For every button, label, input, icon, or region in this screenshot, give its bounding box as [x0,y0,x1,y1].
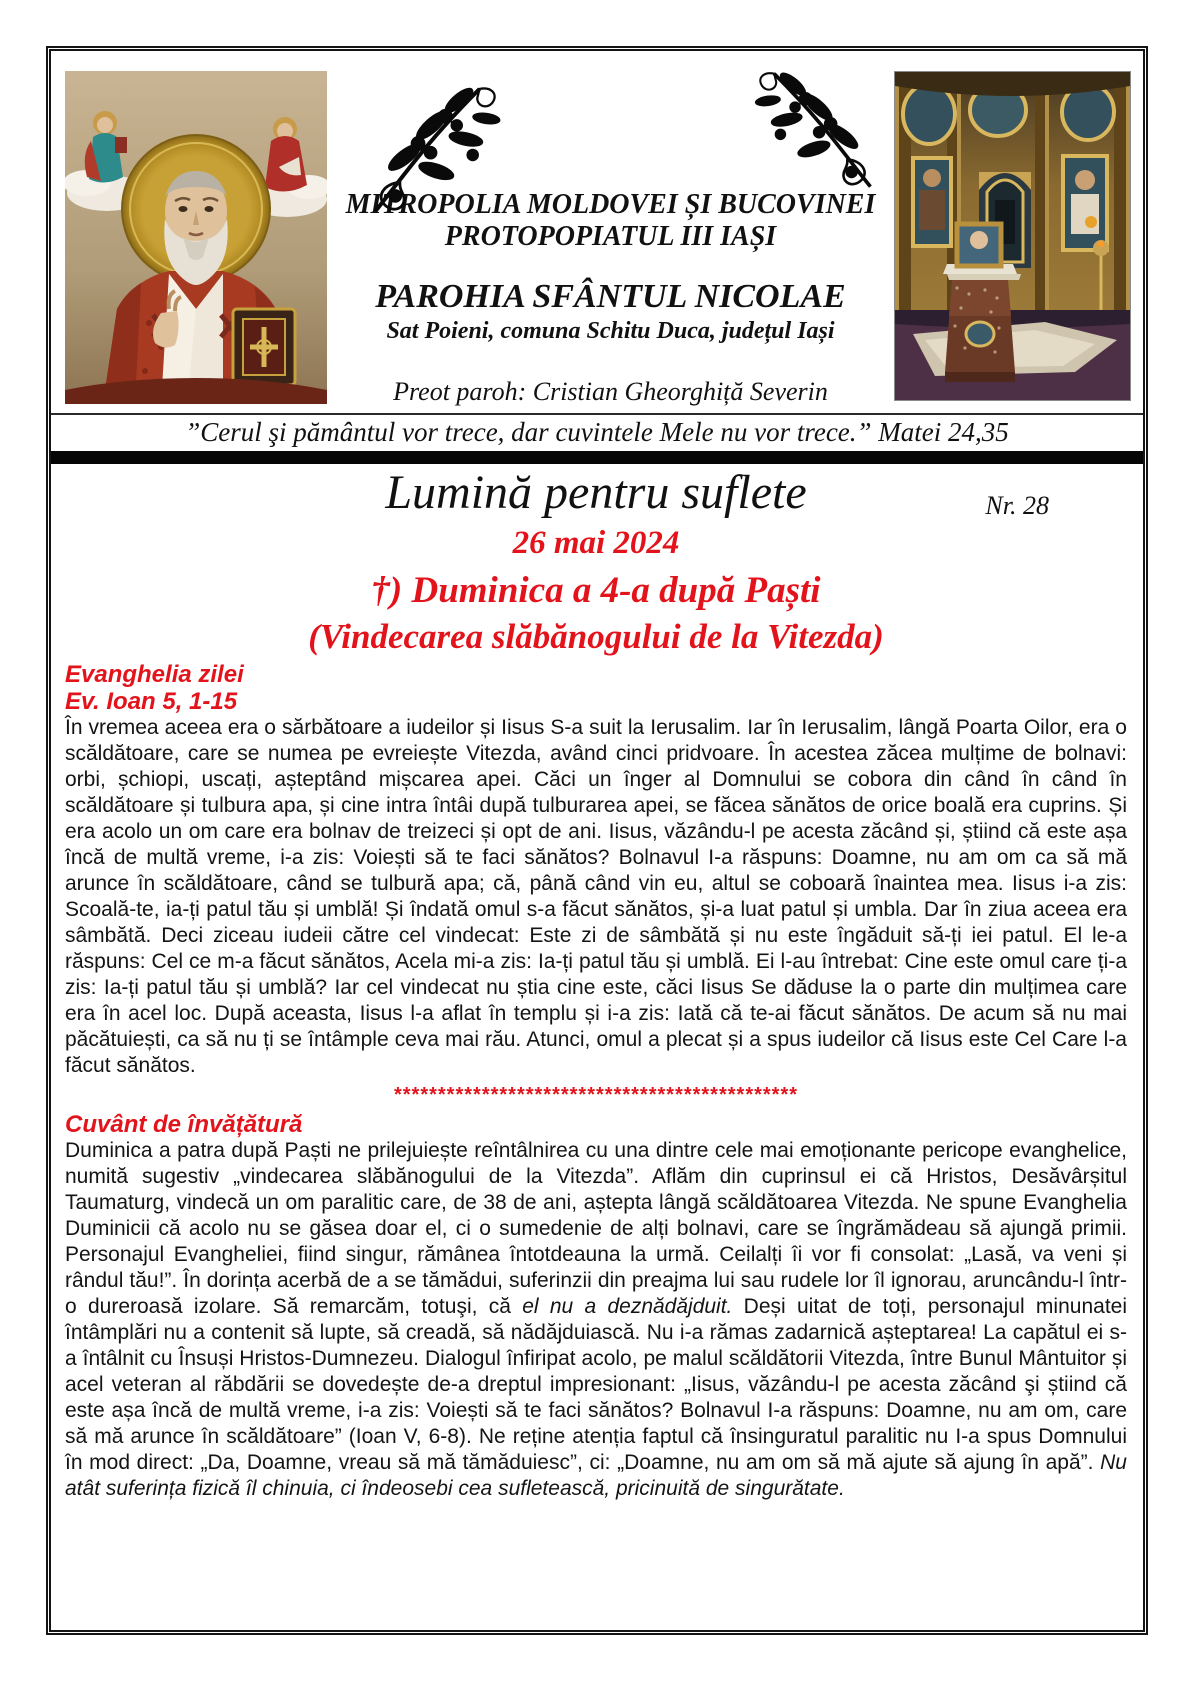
priest-line: Preot paroh: Cristian Gheorghiță Severin [393,377,828,406]
metropolis-line: MITROPOLIA MOLDOVEI ȘI BUCOVINEI [345,189,876,220]
parish-name: PAROHIA SFÂNTUL NICOLAE [375,278,846,315]
bulletin-title: Lumină pentru suflete [385,466,807,519]
scripture-quote: ”Cerul şi pământul vor trece, dar cuvintele Mele nu vor trece.” Matei 24,35 [185,417,1009,447]
floral-ornament-right-icon [750,59,882,195]
main-content [51,464,1143,1502]
issue-number: Nr. 28 [985,491,1049,520]
teaching-heading: Cuvânt de învățătură [65,1111,303,1138]
parish-address: Sat Poieni, comuna Schitu Duca, județul Iași [386,318,835,344]
floral-ornament-left-icon [359,73,509,221]
asterisk-separator: ********************************************** [393,1084,799,1106]
gospel-text: În vremea aceea era o sărbătoare a iudeilor și Iisus S-a suit la Ierusalim. Iar în Ierusalim, lângă Poarta Oilor, era o scăldătoare, care se numea pe evreiește Vitezda, având cinci pridvoare. În acestea zăcea mulțime de bolnavi: orbi, șchiopi, uscați, așteptând mișcarea apei. Căci un înger al Domnului se cobora din când în când în scăldătoare și tulbura apa, și cine intra întâi după tulburarea apei, se făcea sănătos de orice boală era cuprins. Și era acolo un om care era bolnav de treizeci și opt de ani. Iisus, văzându-l pe acesta zăcând și, știind că este așa încă de multă vreme, i-a zis: Voiești să te faci sănătos? Bolnavul I-a răspuns: Doamne, nu am om ca să mă arunce în scăldătoare, când se tulbură apa; că, până când vin eu, altul se coboară înaintea mea. Iisus i-a zis: Scoală-te, ia-ți patul tău și umblă! Și îndată omul s-a făcut sănătos, și-a luat patul și umbla. Dar în ziua aceea era sâmbătă. Deci ziceau iudeii către cel vindecat: Este zi de sâmbătă și nu este îngăduit să-ți iei patul. El le-a răspuns: Cel ce m-a făcut sănătos, Acela mi-a zis: Ia-ți patul tău și umblă. Ei l-au întrebat: Cine este omul care ți-a zis: Ia-ți patul tău și umblă? Iar cel vindecat nu știa cine este, căci Iisus Se dăduse la o parte din mulțimea care era în acel loc. După aceasta, Iisus l-a aflat în templu și i-a zis: Iată că te-ai făcut sănătos. De acum să nu mai păcătuiești, ca să nu ți se întâmple ceva mai rău. Atunci, omul a plecat și a spus iudeilor că Iisus este Cel Care l-a făcut sănătos. [65,716,1127,1077]
gospel-book [233,309,295,385]
church-interior-photo [894,71,1131,401]
saint-nicholas-icon-image [65,71,327,404]
gospel-reference: Ev. Ioan 5, 1-15 [65,688,238,715]
feast-subtitle: (Vindecarea slăbănogului de la Vitezda) [308,617,884,656]
page-frame [46,46,1148,1635]
separator-bar [51,451,1143,464]
masthead [65,467,1127,657]
issue-date: 26 mai 2024 [512,525,680,561]
feast-title: †) Duminica a 4-a după Paști [371,570,821,611]
gospel-heading: Evanghelia zilei [65,661,244,688]
teaching-text: Duminica a patra după Paști ne prilejuiește reîntâlnirea cu una dintre cele mai emoționante pericope evanghelice, numită sugestiv „vindecarea slăbănogului de la Vitezda”. Aflăm din cuprinsul ei că Hristos, Desăvârșitul Taumaturg, vindecă un om paralitic care, de 38 de ani, aștepta lângă scăldătoarea Vitezda. Ne spune Evanghelia Duminicii că acolo nu se găsea doar el, ci o sumedenie de alți bolnavi, care se îngrămădeau să ajungă primii. Personajul Evangheliei, fiind singur, rămânea întotdeauna la urmă. Ceilalți îi vor fi consolat: „Lasă, va veni și rândul tău!”. În dorința acerbă de a se tămădui, suferinzii din preajma lui sau rudele lor îl ignorau, aruncându-l într-o dureroasă izolare. Să remarcăm, totuşi, că el nu a deznădăjduit. Deși uitat de toți, personajul minunatei întâmplări nu a contenit să lupte, să creadă, să nădăjduiască. Nu i-a rămas zadarnică așteptarea! La capătul ei s-a întâlnit cu Însuși Hristos-Dumnezeu. Dialogul înfiripat acolo, pe malul scăldătorii Vitezda, între Bunul Mântuitor și acel veteran al răbdării se dovedește de-a dreptul impresionant: „Iisus, văzându-l pe acesta zăcând şi știind că este așa încă de multă vreme, i-a zis: Voiești să te faci sănătos? Bolnavul I-a răspuns: Doamne, nu am om, care să mă arunce în scăldătoare” (Ioan V, 6-8). Ne reține atenția faptul că însinguratul paralitic nu I-a spus Domnului în mod direct: „Da, Doamne, vreau să mă tămăduiesc”, ci: „Doamne, nu am om să mă ajute să ajung în apă”. Nu atât suferința fizică îl chinuia, ci îndeosebi cea sufletească, pricinuită de singurătate. [65,1139,1127,1500]
deanery-line: PROTOPOPIATUL III IAȘI [444,221,777,252]
header [51,51,1143,413]
header-center [335,71,886,407]
